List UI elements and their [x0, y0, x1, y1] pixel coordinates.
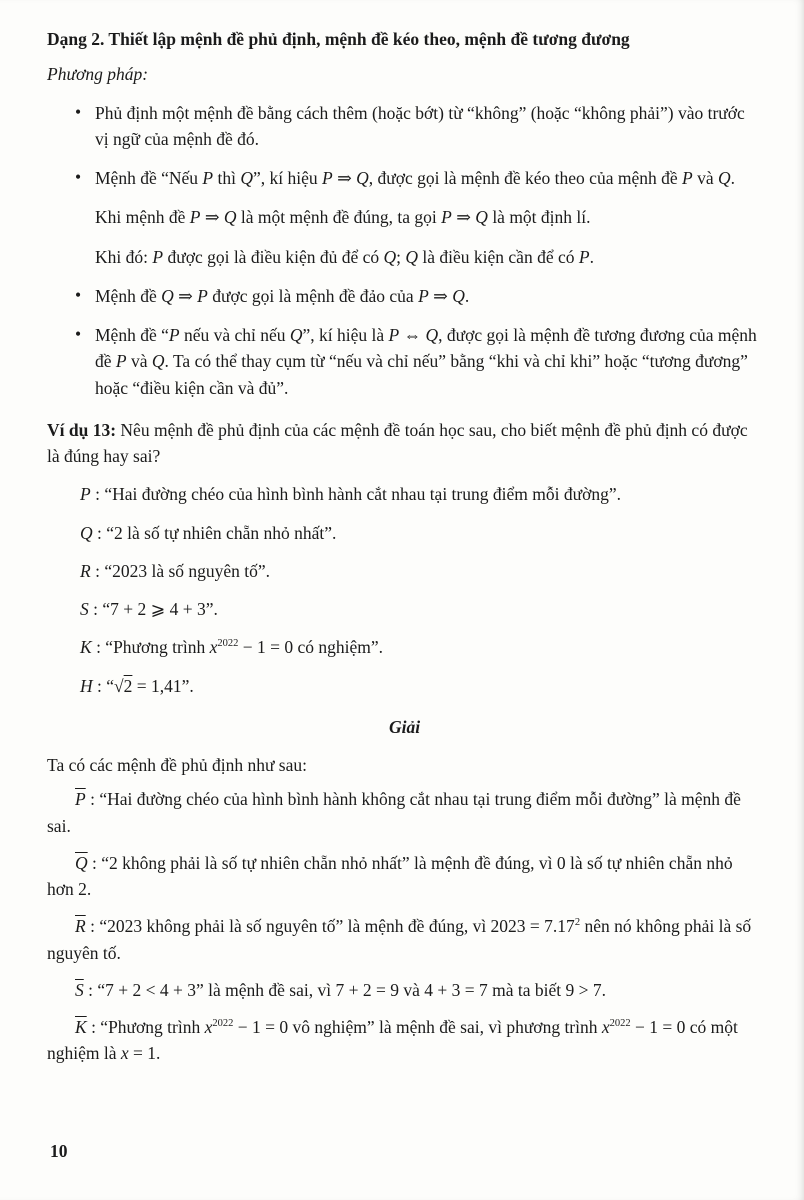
method-list — [73, 100, 762, 401]
implication-conditions-note: Khi đó: P được gọi là điều kiện đủ để có Q; Q là điều kiện cần để có P. — [95, 246, 594, 267]
proposition-H: H : “√2 = 1,41”. — [80, 675, 194, 696]
example-text: Nêu mệnh đề phủ định của các mệnh đề toán học sau, cho biết mệnh đề phủ định có được là đúng hay sai? — [47, 419, 748, 466]
bullet-text: Phủ định một mệnh đề bằng cách thêm (hoặc bớt) từ “không” (hoặc “không phải”) vào trước vị ngữ của mệnh đề đó. — [95, 102, 745, 149]
proposition-S: S : “7 + 2 ⩾ 4 + 3”. — [80, 599, 218, 619]
page-number: 10 — [50, 1140, 68, 1161]
negation-Q: $\overline{Q}$ : “2 không phải là số tự nhiên chẵn nhỏ nhất” là mệnh đề đúng, vì 0 là số tự nhiên chẵn nhỏ hơn 2. — [47, 852, 733, 899]
proposition-R: R : “2023 là số nguyên tố”. — [80, 560, 271, 581]
proposition-Q: Q : “2 là số tự nhiên chẵn nhỏ nhất”. — [80, 522, 337, 543]
solution-heading: Giải — [388, 716, 421, 737]
example-13-statement — [47, 417, 762, 470]
proposition-list — [80, 481, 762, 699]
section-heading: Dạng 2. Thiết lập mệnh đề phủ định, mệnh đề kéo theo, mệnh đề tương đương — [47, 29, 630, 49]
bullet-icon: • — [75, 101, 82, 122]
proposition-K: K : “Phương trình $x^{2022} - 1 = 0$ có nghiệm”. — [80, 637, 384, 658]
bullet-icon: • — [75, 324, 82, 344]
negation-R: $\overline{R}$ : “2023 không phải là số nguyên tố” là mệnh đề đúng, vì $2023 = 7.17^2$ nên nó không phải là số nguyên tố. — [47, 916, 752, 963]
negation-list — [47, 786, 762, 1066]
bullet-text: Mệnh đề Q ⇒ P được gọi là mệnh đề đảo của P ⇒ Q. — [95, 285, 470, 306]
bullet-icon: • — [75, 167, 82, 187]
method-bullet-converse — [73, 283, 762, 309]
method-bullet-implication — [73, 165, 762, 191]
method-bullet-equivalence — [73, 322, 762, 401]
method-label: Phương pháp: — [47, 64, 149, 85]
implication-theorem-note: Khi mệnh đề P ⇒ Q là một mệnh đề đúng, ta gọi P ⇒ Q là một định lí. — [95, 207, 591, 228]
method-bullet-negation — [73, 100, 762, 153]
example-label: Ví dụ 13: — [47, 419, 117, 440]
negation-S: $\overline{S}$ : “7 + 2 < 4 + 3” là mệnh đề sai, vì 7 + 2 = 9 và 4 + 3 = 7 mà ta biết 9 > 7. — [75, 979, 606, 1000]
negation-P: $\overline{P}$ : “Hai đường chéo của hình bình hành không cắt nhau tại trung điểm mỗi đường” là mệnh đề sai. — [47, 789, 741, 836]
proposition-P: P : “Hai đường chéo của hình bình hành cắt nhau tại trung điểm mỗi đường”. — [80, 484, 621, 505]
bullet-icon: • — [75, 284, 82, 305]
negation-K: $\overline{K}$ : “Phương trình $x^{2022} - 1 = 0$ vô nghiệm” là mệnh đề sai, vì phương trình $x^{2022} - 1 = 0$ có một nghiệm là x = 1. — [47, 1017, 738, 1064]
bullet-text: Mệnh đề “P nếu và chỉ nếu Q”, kí hiệu là P ⇔ Q, được gọi là mệnh đề tương đương của mệnh đề P và Q. Ta có thể thay cụm từ “nếu và chỉ nếu” bằng “khi và chỉ khi” hoặc “tương đương” hoặc “điều kiện cần và đủ”. — [95, 325, 757, 398]
solution-intro: Ta có các mệnh đề phủ định như sau: — [47, 755, 307, 775]
bullet-text: Mệnh đề “Nếu P thì Q”, kí hiệu P ⇒ Q, được gọi là mệnh đề kéo theo của mệnh đề P và Q. — [95, 168, 735, 188]
